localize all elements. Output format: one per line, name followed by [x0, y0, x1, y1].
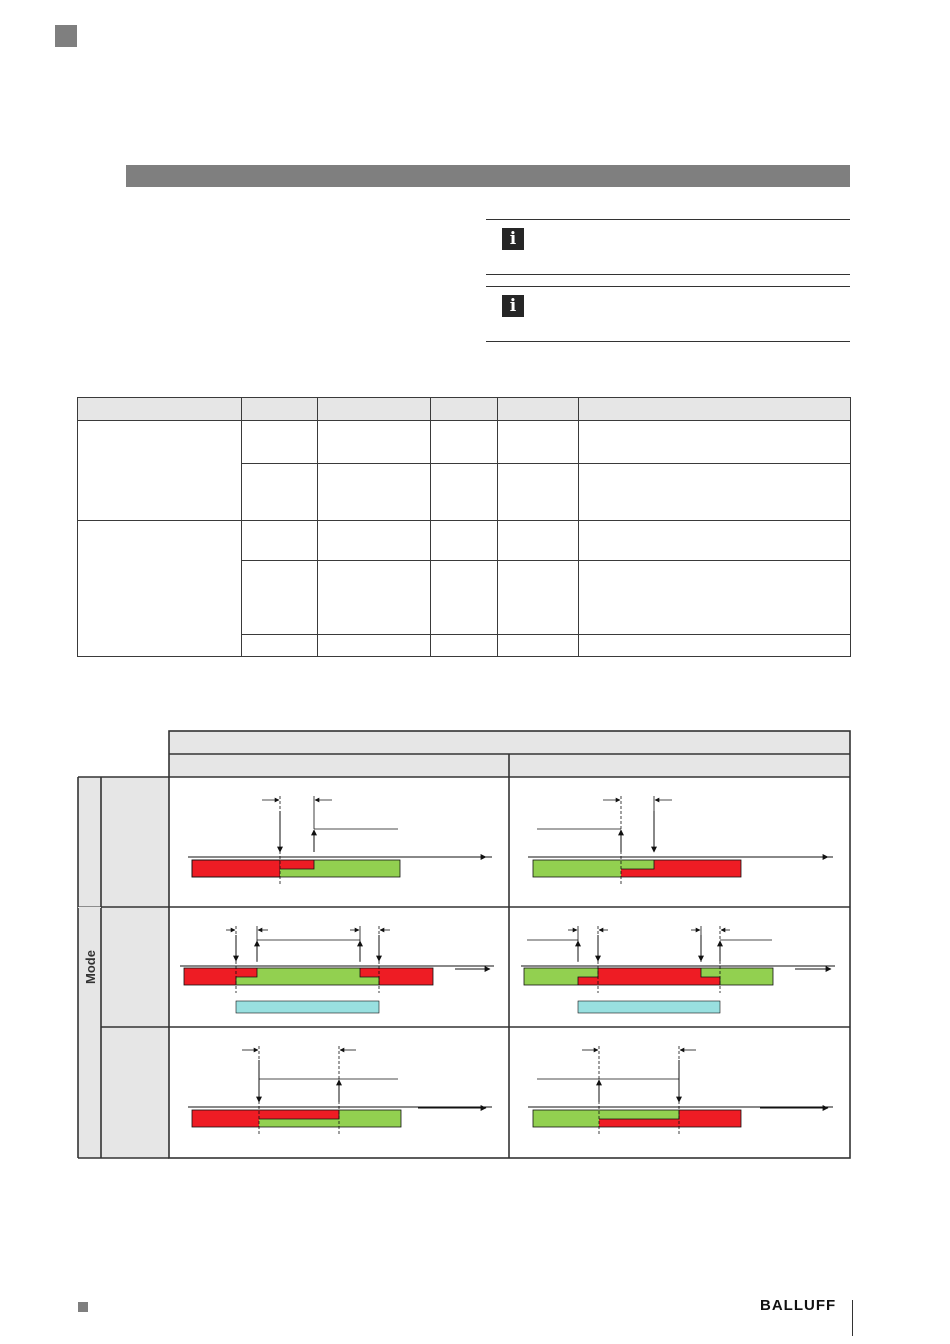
info-icon: i [502, 228, 524, 250]
footer-marker [78, 1302, 88, 1312]
timing-cell-2-right [521, 926, 835, 1013]
diagram-subheader-left [169, 754, 509, 777]
timing-cell-2-left [180, 926, 494, 1013]
balluff-logo: BALLUFF [760, 1297, 837, 1314]
mode-row-header-3 [101, 1027, 169, 1158]
timing-cell-3-right [528, 1046, 833, 1134]
window-range-bar [236, 1001, 379, 1013]
diagram-header [169, 731, 850, 754]
timing-cell-1-left [188, 796, 492, 884]
mode-row-header-2 [101, 907, 169, 1027]
diagram-grid [78, 731, 850, 1158]
mode-label: Mode [83, 950, 98, 984]
timing-cell-1-right [528, 796, 833, 884]
mode-row-header-1 [101, 777, 169, 907]
window-range-bar [578, 1001, 720, 1013]
footer-divider [852, 1300, 853, 1336]
diagram-subheader-right [509, 754, 850, 777]
info-icon: i [502, 295, 524, 317]
timing-cell-3-left [188, 1046, 492, 1134]
